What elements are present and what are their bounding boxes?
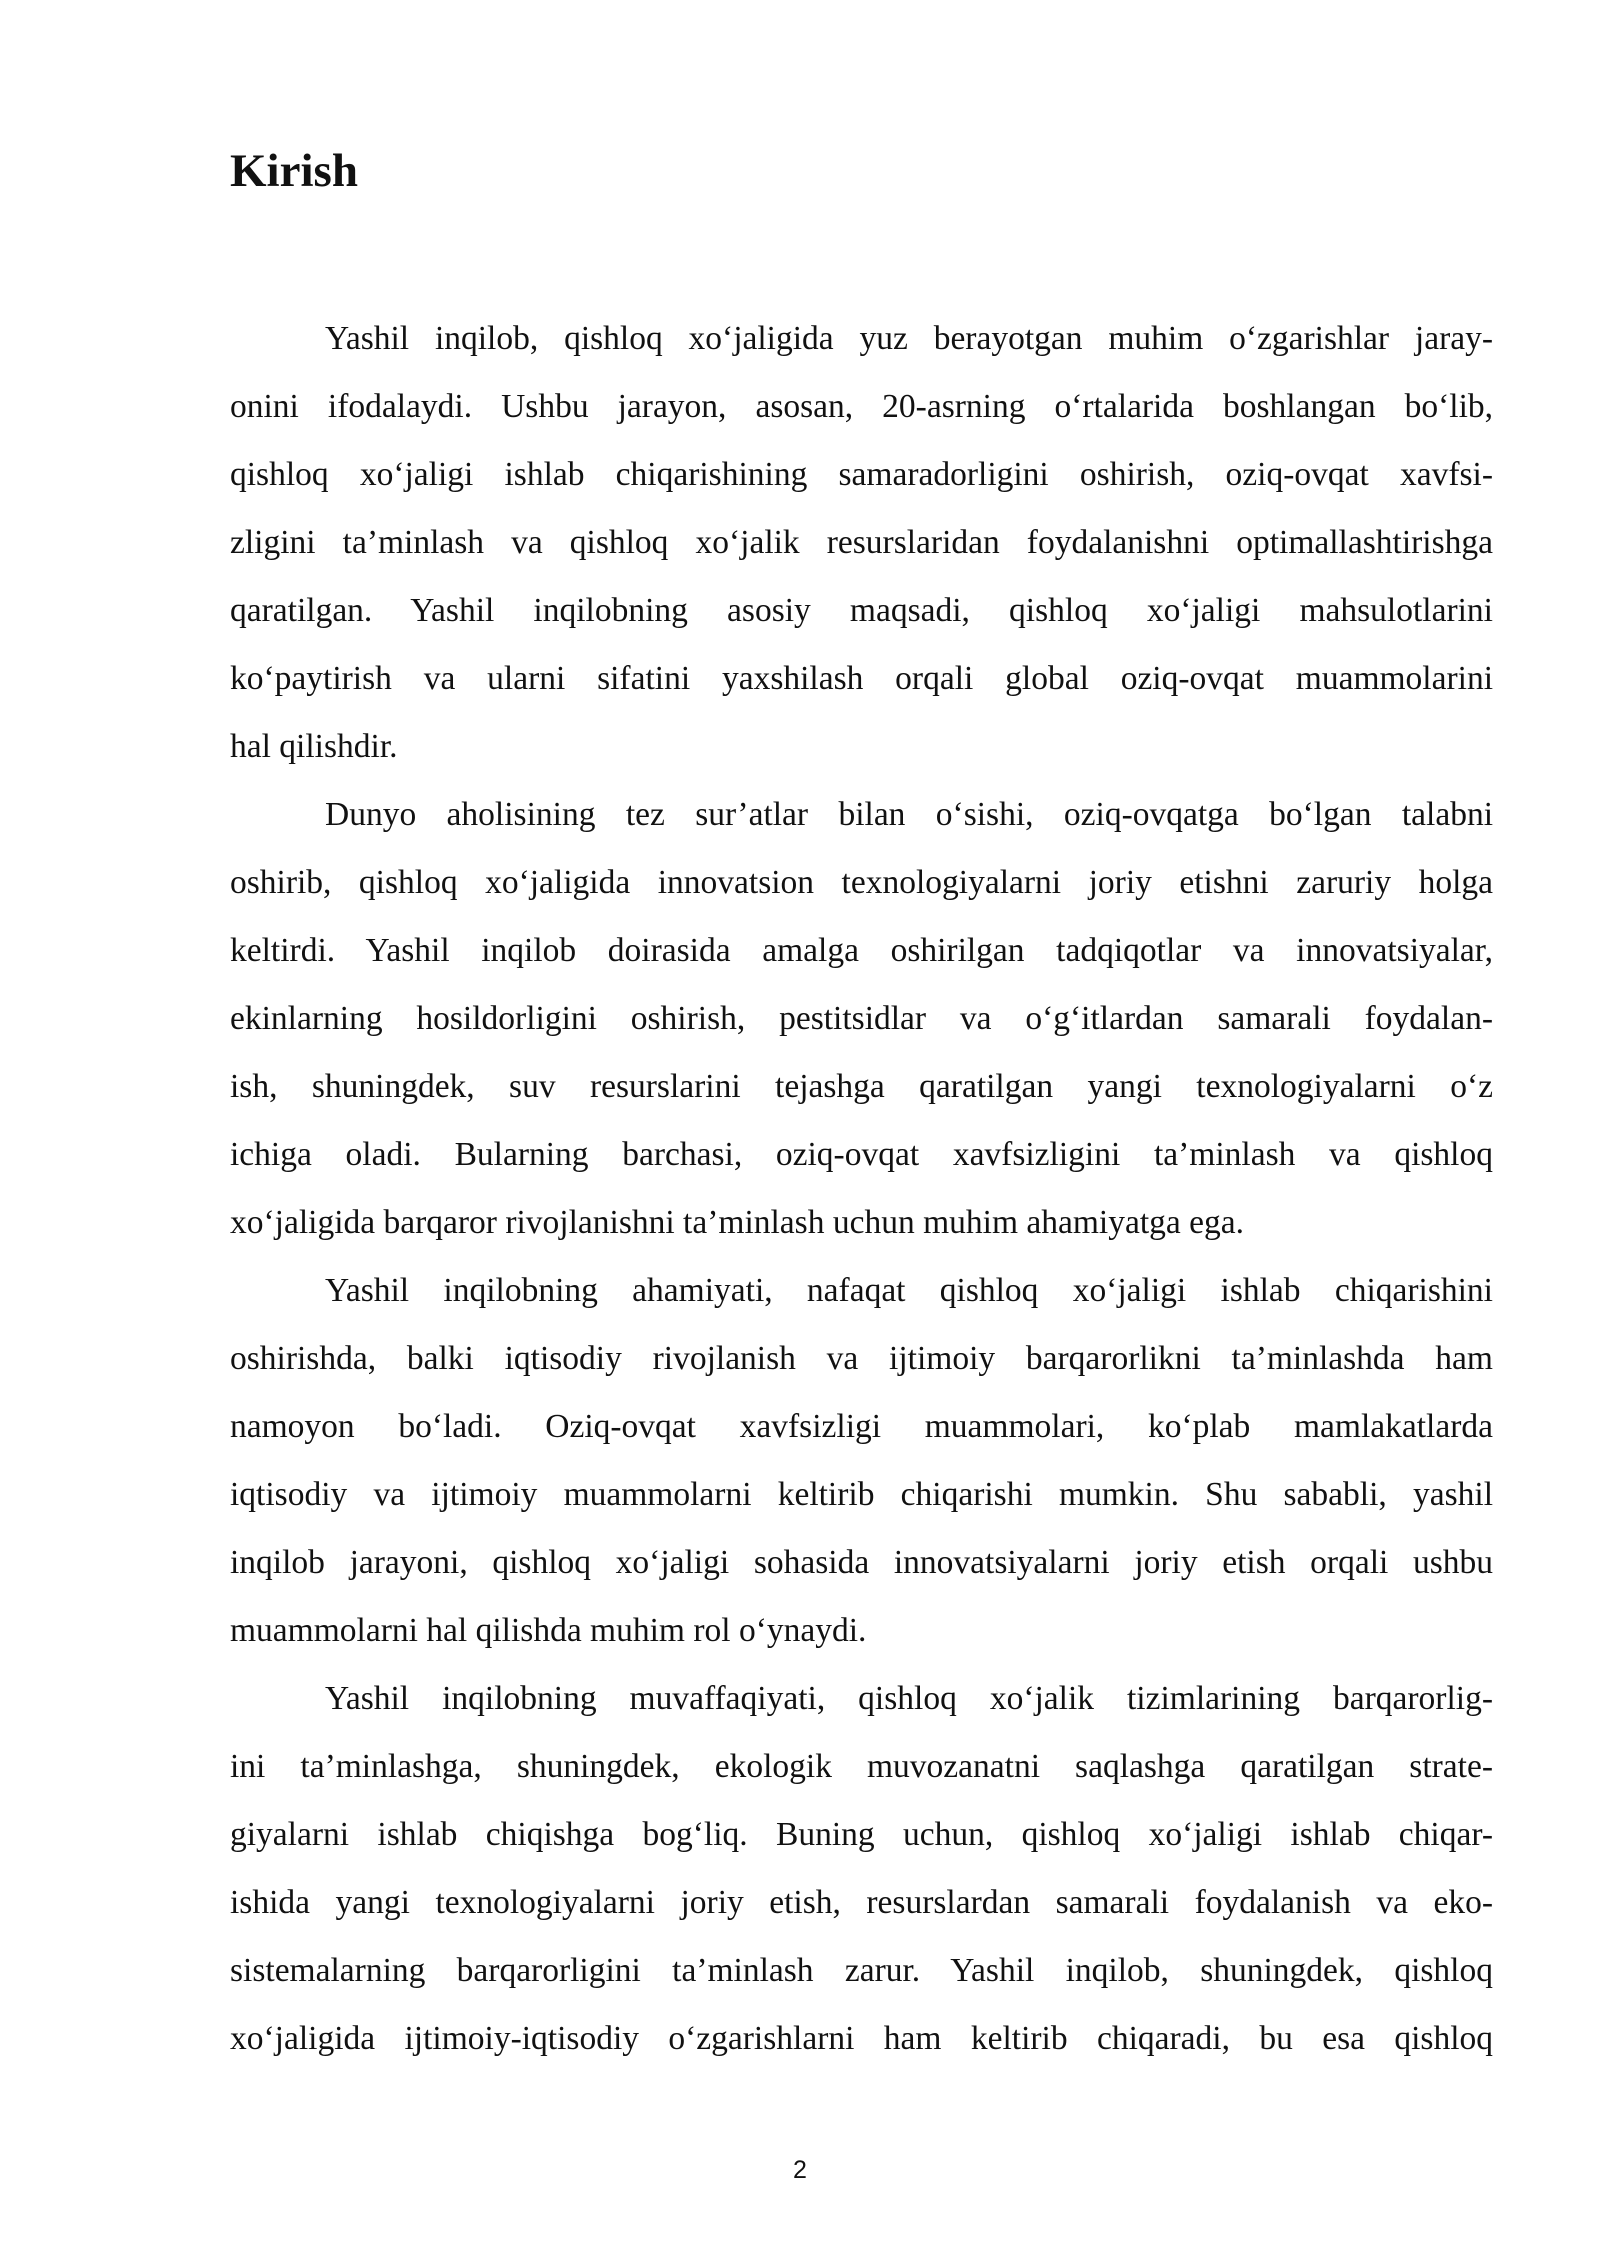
text-line: ko‘paytirish va ularni sifatini yaxshilash orqali global oziq-ovqat muammolarini (230, 660, 1493, 697)
text-line: namoyon bo‘ladi. Oziq-ovqat xavfsizligi muammolari, ko‘plab mamlakatlarda (230, 1408, 1493, 1445)
text-line: keltirdi. Yashil inqilob doirasida amalga oshirilgan tadqiqotlar va innovatsiyalar, (230, 932, 1493, 969)
section-heading: Kirish (230, 145, 358, 197)
text-line: iqtisodiy va ijtimoiy muammolarni keltirib chiqarishi mumkin. Shu sababli, yashil (230, 1476, 1493, 1513)
paragraph-2 (230, 781, 1493, 1257)
text-line: xo‘jaligida barqaror rivojlanishni ta’minlash uchun muhim ahamiyatga ega. (230, 1204, 1245, 1241)
text-line: muammolarni hal qilishda muhim rol o‘ynaydi. (230, 1612, 867, 1649)
text-line: inqilob jarayoni, qishloq xo‘jaligi sohasida innovatsiyalarni joriy etish orqali ushbu (230, 1544, 1493, 1581)
text-line: zligini ta’minlash va qishloq xo‘jalik resurslaridan foydalanishni optimallashtirishga (230, 524, 1493, 561)
text-line: onini ifodalaydi. Ushbu jarayon, asosan, 20-asrning o‘rtalarida boshlangan bo‘lib, (230, 388, 1493, 425)
text-line: oshirishda, balki iqtisodiy rivojlanish va ijtimoiy barqarorlikni ta’minlashda ham (230, 1340, 1493, 1377)
text-line: sistemalarning barqarorligini ta’minlash zarur. Yashil inqilob, shuningdek, qishloq (230, 1952, 1493, 1989)
paragraph-4 (230, 1665, 1493, 2073)
text-line: Yashil inqilob, qishloq xo‘jaligida yuz berayotgan muhim o‘zgarishlar jaray- (325, 320, 1493, 357)
text-line: hal qilishdir. (230, 728, 398, 765)
text-line: giyalarni ishlab chiqishga bog‘liq. Buning uchun, qishloq xo‘jaligi ishlab chiqar- (230, 1816, 1493, 1853)
text-line: ini ta’minlashga, shuningdek, ekologik muvozanatni saqlashga qaratilgan strate- (230, 1748, 1493, 1785)
text-line: oshirib, qishloq xo‘jaligida innovatsion texnologiyalarni joriy etishni zaruriy holga (230, 864, 1493, 901)
text-line: ichiga oladi. Bularning barchasi, oziq-ovqat xavfsizligini ta’minlash va qishloq (230, 1136, 1493, 1173)
text-line: ish, shuningdek, suv resurslarini tejashga qaratilgan yangi texnologiyalarni o‘z (230, 1068, 1493, 1105)
text-line: qishloq xo‘jaligi ishlab chiqarishining samaradorligini oshirish, oziq-ovqat xavfsi- (230, 456, 1493, 493)
paragraph-3 (230, 1257, 1493, 1665)
text-line: Yashil inqilobning muvaffaqiyati, qishloq xo‘jalik tizimlarining barqarorlig- (325, 1680, 1493, 1717)
body-text (230, 305, 1493, 2073)
text-line: Dunyo aholisining tez sur’atlar bilan o‘sishi, oziq-ovqatga bo‘lgan talabni (325, 796, 1493, 833)
text-line: Yashil inqilobning ahamiyati, nafaqat qishloq xo‘jaligi ishlab chiqarishini (325, 1272, 1493, 1309)
text-line: ekinlarning hosildorligini oshirish, pestitsidlar va o‘g‘itlardan samarali foydalan- (230, 1000, 1493, 1037)
text-line: ishida yangi texnologiyalarni joriy etish, resurslardan samarali foydalanish va eko- (230, 1884, 1493, 1921)
text-line: xo‘jaligida ijtimoiy-iqtisodiy o‘zgarishlarni ham keltirib chiqaradi, bu esa qishloq (230, 2020, 1493, 2057)
text-line: qaratilgan. Yashil inqilobning asosiy maqsadi, qishloq xo‘jaligi mahsulotlarini (230, 592, 1493, 629)
page-number: 2 (793, 2156, 807, 2184)
paragraph-1 (230, 305, 1493, 781)
